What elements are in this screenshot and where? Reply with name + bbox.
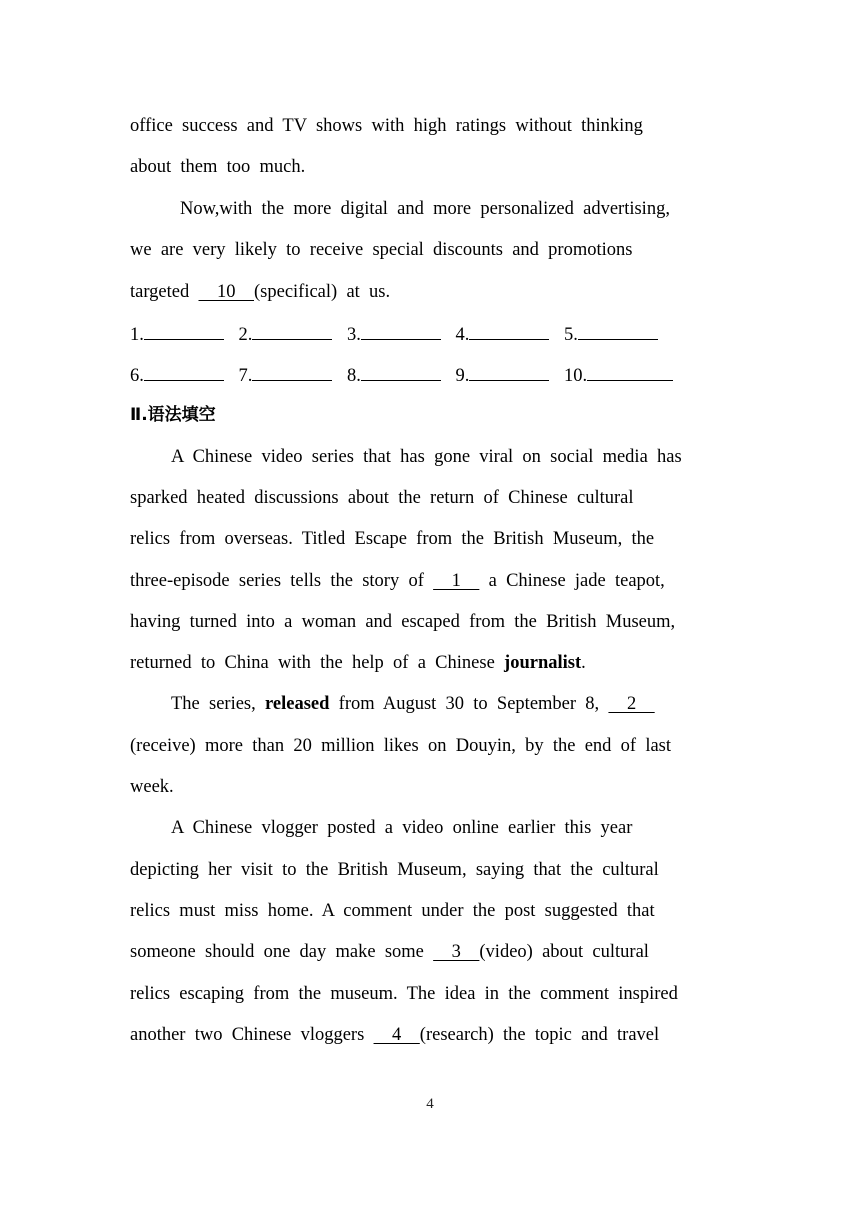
- text: (receive) more than 20 million likes on Douyin, by the end of last: [130, 736, 672, 756]
- paragraph-line: [180, 197, 718, 221]
- blank-2: 2: [608, 694, 655, 714]
- text: The series,: [171, 694, 266, 714]
- paragraph-line: [171, 692, 771, 716]
- text: A Chinese vlogger posted a video online earlier this year: [171, 818, 633, 838]
- text: depicting her visit to the British Museum, saying that the cultural: [130, 860, 659, 880]
- section-heading: Ⅱ.语法填空: [130, 405, 216, 425]
- paragraph-line: [130, 527, 704, 551]
- paragraph-line: [130, 610, 730, 634]
- blank-3: 3: [433, 942, 480, 962]
- text: .: [581, 653, 586, 673]
- text: we are very likely to receive special discounts and promotions: [130, 240, 633, 260]
- answer-label: 10.: [564, 366, 588, 386]
- paragraph-line: [171, 816, 771, 840]
- answer-label: 6.: [130, 366, 144, 386]
- answer-blank[interactable]: [469, 362, 549, 381]
- answer-label: 9.: [455, 366, 470, 386]
- bold-word: released: [265, 694, 330, 714]
- answer-blank[interactable]: [252, 321, 332, 340]
- text: Now,with the more digital and more personalized advertising,: [180, 199, 670, 219]
- answer-label: 7.: [238, 366, 253, 386]
- page-number: 4: [426, 1096, 434, 1112]
- answer-blank[interactable]: [361, 321, 441, 340]
- text: A Chinese video series that has gone viral on social media has: [171, 447, 682, 467]
- answer-row-1: [130, 321, 730, 347]
- paragraph-line: [130, 775, 730, 799]
- paragraph-line: [130, 114, 692, 138]
- text: (specifical) at us.: [254, 282, 391, 302]
- paragraph-line: [130, 1023, 730, 1047]
- bold-word: journalist: [504, 653, 582, 673]
- paragraph-line: [130, 651, 730, 675]
- answer-label: 1.: [130, 325, 144, 345]
- answer-blank[interactable]: [144, 362, 224, 381]
- answer-blank[interactable]: [361, 362, 441, 381]
- paragraph-line: [130, 280, 730, 304]
- text: (research) the topic and travel: [419, 1025, 660, 1045]
- answer-label: 5.: [564, 325, 578, 345]
- paragraph-line: [171, 445, 731, 469]
- text: relics must miss home. A comment under the post suggested that: [130, 901, 655, 921]
- answer-label: 3.: [347, 325, 361, 345]
- text: from August 30 to September 8,: [329, 694, 609, 714]
- answer-blank[interactable]: [144, 321, 224, 340]
- answer-label: 2.: [238, 325, 253, 345]
- text: office success and TV shows with high ratings without thinking: [130, 116, 643, 136]
- text: having turned into a woman and escaped from the British Museum,: [130, 612, 676, 632]
- text: a Chinese jade teapot,: [479, 571, 665, 591]
- answer-label: 8.: [347, 366, 361, 386]
- blank-4: 4: [373, 1025, 420, 1045]
- text: relics escaping from the museum. The idea in the comment inspired: [130, 984, 678, 1004]
- paragraph-line: [130, 858, 730, 882]
- answer-row-2: [130, 362, 730, 388]
- paragraph-line: [130, 238, 680, 262]
- text: week.: [130, 777, 174, 797]
- paragraph-line: [130, 155, 730, 179]
- text: returned to China with the help of a Chinese: [130, 653, 505, 673]
- text: (video) about cultural: [479, 942, 649, 962]
- paragraph-line: [130, 734, 722, 758]
- answer-blank[interactable]: [252, 362, 332, 381]
- paragraph-line: [130, 899, 730, 923]
- answer-blank[interactable]: [578, 321, 658, 340]
- paragraph-line: [130, 569, 730, 593]
- paragraph-line: [130, 982, 730, 1006]
- text: someone should one day make some: [130, 942, 434, 962]
- text: another two Chinese vloggers: [130, 1025, 374, 1045]
- answer-label: 4.: [455, 325, 470, 345]
- text: relics from overseas. Titled Escape from the British Museum, the: [130, 529, 655, 549]
- paragraph-line: [130, 940, 730, 964]
- text: targeted: [130, 282, 199, 302]
- answer-blank[interactable]: [469, 321, 549, 340]
- text: sparked heated discussions about the return of Chinese cultural: [130, 488, 634, 508]
- blank-10: 10: [198, 282, 254, 302]
- paragraph-line: [130, 486, 680, 510]
- text: three-episode series tells the story of: [130, 571, 434, 591]
- answer-blank[interactable]: [587, 362, 673, 381]
- blank-1: 1: [433, 571, 480, 591]
- text: about them too much.: [130, 157, 306, 177]
